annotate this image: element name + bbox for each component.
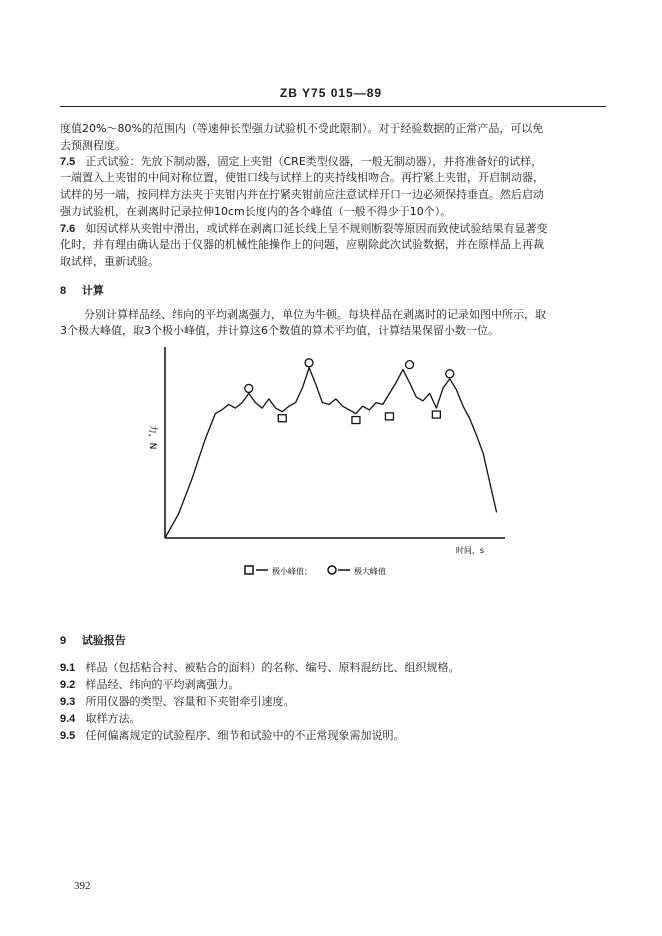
item-number: 9.4 [60, 713, 76, 725]
page-number: 392 [74, 880, 91, 892]
maximum-peak-marker [305, 359, 313, 367]
section-title: 计算 [81, 284, 104, 297]
report-item-9-3 [60, 694, 295, 710]
minimum-peak-marker [278, 415, 286, 422]
section-number: 8 [60, 285, 67, 297]
peel-force-curve [165, 368, 497, 538]
maximum-peak-marker [406, 361, 414, 369]
clause-number: 7.5 [60, 156, 76, 168]
item-number: 9.2 [60, 679, 76, 691]
clause-7-5-line-4: 强力试验机，在剥离时记录拉伸10cm长度内的各个峰值（一般不得少于10个）。 [60, 205, 452, 218]
section-9-heading [60, 633, 126, 649]
minimum-peak-marker [385, 413, 393, 420]
item-number: 9.5 [60, 730, 76, 742]
clause-7-5-line-3: 试样的另一端，按同样方法夹于夹钳内并在拧紧夹钳前应注意试样开口一边必须保持垂直。然后启动 [60, 188, 544, 201]
clause-text: 如因试样从夹钳中滑出，或试样在剥离口延长线上呈不规则断裂等原因而致使试验结果有显著变 [85, 222, 548, 235]
item-text: 样品经、纬向的平均剥离强力。 [85, 678, 240, 691]
legend-circle-marker [328, 566, 336, 574]
item-number: 9.3 [60, 696, 76, 708]
item-number: 9.1 [60, 662, 76, 674]
clause-7-5-line-2: 一端置入上夹钳的中间对称位置，使钳口线与试样上的夹持线相吻合。再拧紧上夹钳，开启制动器， [60, 171, 544, 184]
report-item-9-1 [60, 660, 460, 676]
chart-series [165, 368, 497, 538]
report-item-9-5 [60, 728, 405, 744]
item-text: 任何偏离规定的试验程序、细节和试验中的不正常现象需加说明。 [85, 729, 405, 742]
standard-code-header: ZB Y75 015—89 [279, 86, 383, 100]
section-number: 9 [60, 635, 67, 647]
legend-maxima-label: 极大峰值 [354, 567, 386, 576]
minimum-peak-marker [352, 417, 360, 424]
item-text: 样品（包括粘合衬、被粘合的面料）的名称、编号、原料混纺比、组织规格。 [85, 661, 460, 674]
minimum-peak-marker [432, 411, 440, 418]
maximum-peak-marker [446, 370, 454, 378]
clause-text: 正式试验：先放下制动器，固定上夹钳（CRE类型仪器，一般无制动器），并将准备好的试样， [85, 155, 543, 168]
section-8-line-1: 分别计算样品经、纬向的平均剥离强力，单位为牛顿。每块样品在剥离时的记录如图中所示，取 [84, 308, 546, 321]
clause-7-6-line-3: 取试样，重新试验。 [60, 255, 159, 268]
item-text: 所用仪器的类型、容量和下夹钳牵引速度。 [85, 695, 295, 708]
maximum-peak-marker [245, 384, 253, 392]
legend-square-marker [245, 566, 253, 574]
chart-peak-markers [245, 359, 454, 424]
clause-7-6-line-2: 化时，并有理由确认是出于仪器的机械性能操作上的问题，应剔除此次试验数据，并在原样品上再裁 [60, 238, 544, 251]
x-axis-label: 时间，s [455, 546, 485, 555]
legend-minima-label: 极小峰值； [272, 567, 312, 576]
clause-7-4-line-1: 度值20%～80%的范围内（等速伸长型强力试验机不受此限制）。对于经验数据的正常产品，可以免 [60, 122, 544, 135]
item-text: 取样方法。 [85, 712, 141, 725]
section-title: 试验报告 [81, 634, 126, 647]
clause-number: 7.6 [60, 223, 76, 235]
report-item-9-2 [60, 677, 240, 693]
chart-legend [245, 566, 386, 576]
section-8-line-2: 3个极大峰值，取3个极小峰值，并计算这6个数值的算术平均值，计算结果保留小数一位。 [60, 324, 499, 337]
clause-7-4-line-2: 去预测程度。 [60, 139, 126, 152]
report-item-9-4 [60, 711, 141, 727]
y-axis-label: 力，N [147, 424, 157, 450]
